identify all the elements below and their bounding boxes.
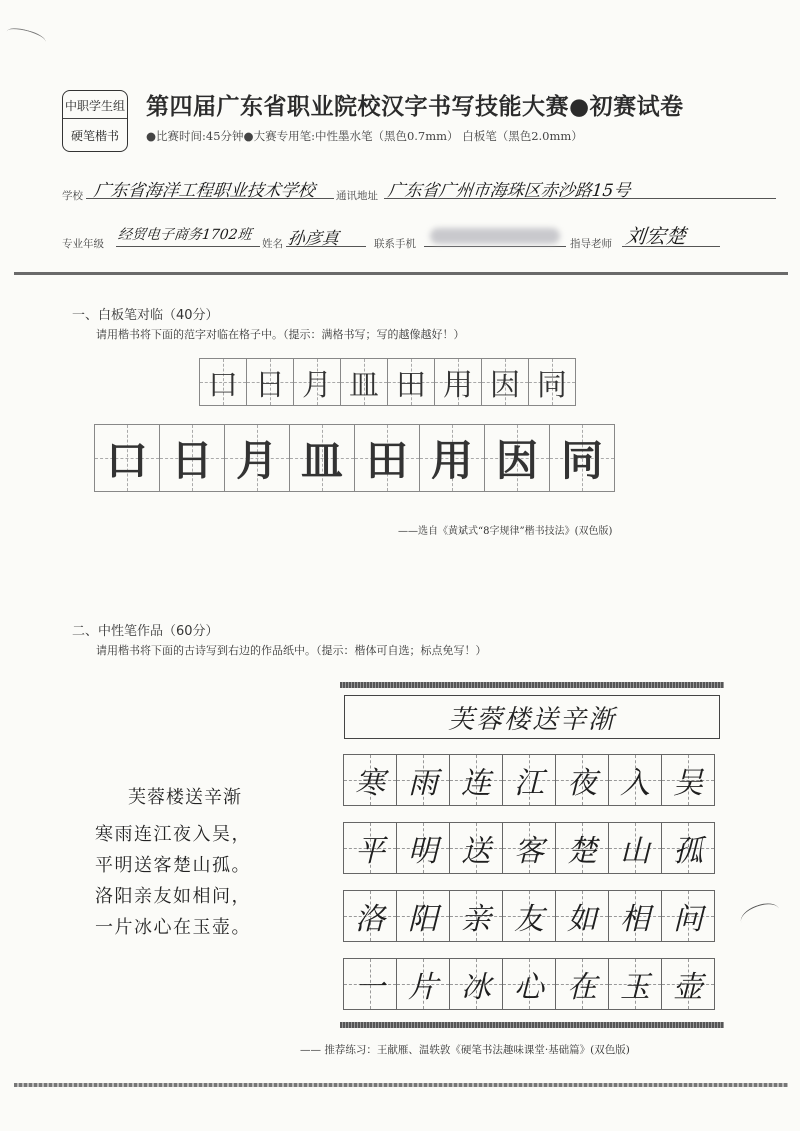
address-label: 通讯地址 [336,190,378,202]
paper-title-box [344,695,720,739]
redacted-phone [430,228,560,244]
name-label: 姓名 [262,238,283,250]
paper-char-cell[interactable]: 明 [396,822,450,874]
paper-row-2[interactable] [344,822,715,874]
paper-char-cell[interactable]: 如 [555,890,609,942]
writing-char-cell[interactable]: 用 [419,424,485,492]
paper-bottom-border [340,1022,724,1028]
badge-style-label: 硬笔楷书 [70,129,119,143]
major-field[interactable] [116,224,260,247]
recommend-source: —— 推荐练习：王献雁、温轶敦《硬笔书法趣味课堂·基础篇》(双色版) [300,1044,630,1056]
writing-char-grid[interactable] [95,424,615,492]
paper-char-cell[interactable]: 在 [555,958,609,1010]
category-badge [62,90,128,152]
paper-char-cell[interactable]: 入 [608,754,662,806]
paper-char-cell[interactable]: 雨 [396,754,450,806]
school-value: 广东省海洋工程职业技术学校 [92,181,316,201]
paper-char-cell[interactable]: 夜 [555,754,609,806]
paper-char-cell[interactable]: 阳 [396,890,450,942]
paper-char-cell[interactable]: 玉 [608,958,662,1010]
paper-char-cell[interactable]: 客 [502,822,556,874]
section1-source: ——选自《黄斌式“8字规律”楷书技法》(双色版) [398,526,613,537]
paper-char-cell[interactable]: 友 [502,890,556,942]
paper-char-cell[interactable]: 一 [343,958,397,1010]
model-char-grid [200,358,576,406]
model-char-cell: 口 [199,358,247,406]
teacher-label: 指导老师 [570,238,612,250]
exam-subtitle: ●比赛时间:45分钟●大赛专用笔:中性墨水笔（黑色0.7mm） 白板笔（黑色2.0mm） [146,129,583,143]
paper-char-cell[interactable]: 平 [343,822,397,874]
paper-char-cell[interactable]: 孤 [661,822,715,874]
paper-char-cell[interactable]: 山 [608,822,662,874]
school-label: 学校 [62,190,83,202]
poem-line: 寒雨连江夜入吴， [95,824,251,845]
footer-divider [14,1083,788,1087]
paper-char-cell[interactable]: 问 [661,890,715,942]
paper-char-cell[interactable]: 吴 [661,754,715,806]
poem-title: 芙蓉楼送辛渐 [128,787,242,808]
practice-paper[interactable] [340,682,724,1032]
teacher-field[interactable] [622,224,720,247]
writing-char-cell[interactable]: 因 [484,424,550,492]
model-char-cell: 田 [387,358,435,406]
paper-char-cell[interactable]: 寒 [343,754,397,806]
paper-char-cell[interactable]: 送 [449,822,503,874]
major-label: 专业年级 [62,238,104,250]
address-value: 广东省广州市海珠区赤沙路15号 [386,181,632,201]
writing-char-cell[interactable]: 同 [549,424,615,492]
model-char-cell: 因 [481,358,529,406]
writing-char-cell[interactable]: 皿 [289,424,355,492]
section2-instruction: 请用楷书将下面的古诗写到右边的作品纸中。（提示：楷体可自选；标点免写！） [96,644,487,657]
model-char-cell: 同 [528,358,576,406]
pen-scratch-mark [5,25,47,48]
paper-char-cell[interactable]: 洛 [343,890,397,942]
paper-char-cell[interactable]: 相 [608,890,662,942]
model-char-cell: 月 [293,358,341,406]
paper-title-text: 芙蓉楼送辛渐 [447,704,616,735]
pen-scratch-mark [738,899,783,932]
paper-char-cell[interactable]: 楚 [555,822,609,874]
badge-group-label: 中职学生组 [63,97,127,119]
teacher-signature: 刘宏楚 [624,224,688,248]
paper-top-border [340,682,724,688]
paper-char-cell[interactable]: 心 [502,958,556,1010]
poem-line: 洛阳亲友如相问， [95,886,251,907]
address-field[interactable] [384,176,776,199]
section1-instruction: 请用楷书将下面的范字对临在格子中。（提示：满格书写；写的越像越好！） [96,328,465,341]
header-divider [14,272,788,275]
paper-char-cell[interactable]: 壶 [661,958,715,1010]
model-char-cell: 日 [246,358,294,406]
paper-row-1[interactable] [344,754,715,806]
major-value: 经贸电子商务1702班 [117,227,253,243]
paper-char-cell[interactable]: 亲 [449,890,503,942]
name-value: 孙彦真 [286,229,340,249]
writing-char-cell[interactable]: 月 [224,424,290,492]
school-field[interactable] [86,176,334,199]
phone-label: 联系手机 [374,238,416,250]
section1-title: 一、白板笔对临（40分） [72,308,219,323]
paper-row-3[interactable] [344,890,715,942]
paper-char-cell[interactable]: 片 [396,958,450,1010]
name-field[interactable] [286,224,366,247]
model-char-cell: 用 [434,358,482,406]
writing-char-cell[interactable]: 日 [159,424,225,492]
paper-char-cell[interactable]: 连 [449,754,503,806]
model-char-cell: 皿 [340,358,388,406]
section2-title: 二、中性笔作品（60分） [72,624,219,639]
poem-line: 一片冰心在玉壶。 [95,917,251,938]
writing-char-cell[interactable]: 口 [94,424,160,492]
writing-char-cell[interactable]: 田 [354,424,420,492]
paper-char-cell[interactable]: 江 [502,754,556,806]
poem-line: 平明送客楚山孤。 [95,855,251,876]
paper-char-cell[interactable]: 冰 [449,958,503,1010]
exam-title: 第四届广东省职业院校汉字书写技能大赛●初赛试卷 [146,94,684,120]
paper-row-4[interactable] [344,958,715,1010]
